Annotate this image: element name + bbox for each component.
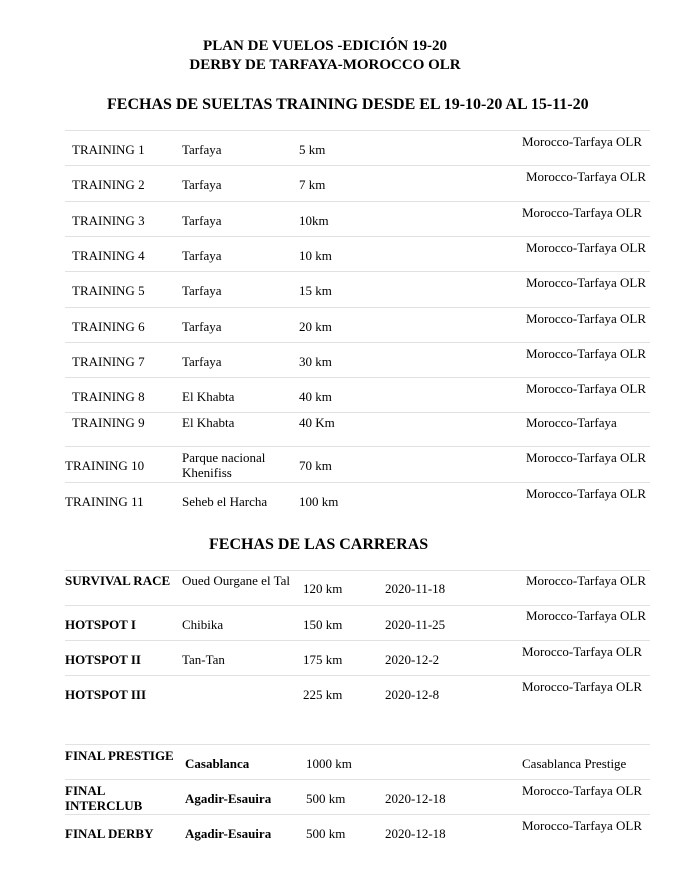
training-row-name-cell: TRAINING 5: [72, 283, 145, 298]
training-row-distance-cell: 30 km: [299, 354, 332, 369]
final-row-org-cell: Casablanca Prestige: [522, 756, 627, 771]
training-row-org-cell: Morocco-Tarfaya OLR: [526, 346, 647, 361]
training-row-name-cell: TRAINING 4: [72, 248, 145, 263]
training-row-org-cell: Morocco-Tarfaya OLR: [522, 205, 643, 220]
race-row-place-cell: Tan-Tan: [182, 652, 225, 667]
final-row-date-cell: 2020-12-18: [385, 826, 446, 841]
training-row-place-cell: Tarfaya: [182, 142, 222, 157]
training-row-org-cell: Morocco-Tarfaya OLR: [526, 311, 647, 326]
race-row-place-cell: Chibika: [182, 617, 224, 632]
race-row-date-cell: 2020-11-18: [385, 581, 446, 596]
races-section-heading: FECHAS DE LAS CARRERAS: [209, 536, 429, 553]
training-row-name-cell: TRAINING 1: [72, 142, 145, 157]
race-row-name-cell: SURVIVAL RACE: [65, 573, 171, 588]
training-row-name-cell: TRAINING 10: [65, 458, 145, 473]
final-row-distance-cell: 500 km: [306, 826, 346, 841]
training-row-name-cell: TRAINING 6: [72, 319, 145, 334]
training-row-place-cell: Tarfaya: [182, 213, 222, 228]
race-row-place-cell: Oued Ourgane el Tal: [182, 573, 290, 588]
race-row-date-cell: 2020-12-8: [385, 687, 440, 702]
race-row-distance-cell: 120 km: [303, 581, 343, 596]
training-row-distance-cell: 5 km: [299, 142, 326, 157]
training-row-org-cell: Morocco-Tarfaya OLR: [526, 240, 647, 255]
training-row-org-cell: Morocco-Tarfaya: [526, 415, 617, 430]
training-row-name-cell: TRAINING 9: [72, 415, 145, 430]
training-row-distance-cell: 10km: [299, 213, 329, 228]
training-row-place-cell: Tarfaya: [182, 177, 222, 192]
training-row-place-cell: Parque nacional Khenifiss: [182, 450, 266, 480]
document-title-line-1: PLAN DE VUELOS -EDICIÓN 19-20: [203, 38, 447, 54]
training-row-distance-cell: 20 km: [299, 319, 332, 334]
race-row-org-cell: Morocco-Tarfaya OLR: [526, 608, 647, 623]
training-row-org-cell: Morocco-Tarfaya OLR: [526, 486, 647, 501]
training-row-distance-cell: 70 km: [299, 458, 332, 473]
document-title-line-2: DERBY DE TARFAYA-MOROCCO OLR: [189, 57, 461, 73]
final-row-distance-cell: 1000 km: [306, 756, 352, 771]
training-row-place-cell: Tarfaya: [182, 283, 222, 298]
training-row-distance-cell: 40 Km: [299, 415, 335, 430]
final-row-name-cell: FINAL INTERCLUB: [65, 783, 143, 813]
training-row-org-cell: Morocco-Tarfaya OLR: [526, 381, 647, 396]
training-row-distance-cell: 7 km: [299, 177, 326, 192]
final-row-distance-cell: 500 km: [306, 791, 346, 806]
training-section-heading: FECHAS DE SUELTAS TRAINING DESDE EL 19-10-20 AL 15-11-20: [107, 96, 589, 113]
race-row-name-cell: HOTSPOT III: [65, 687, 147, 702]
final-row-place-cell: Agadir-Esauira: [185, 826, 272, 841]
training-row-distance-cell: 10 km: [299, 248, 332, 263]
training-row-distance-cell: 40 km: [299, 389, 332, 404]
final-row-place-cell: Casablanca: [185, 756, 250, 771]
final-row-name-cell: FINAL PRESTIGE: [65, 748, 174, 763]
training-row-org-cell: Morocco-Tarfaya OLR: [526, 275, 647, 290]
training-row-name-cell: TRAINING 2: [72, 177, 145, 192]
training-row-distance-cell: 100 km: [299, 494, 339, 509]
race-row-date-cell: 2020-12-2: [385, 652, 440, 667]
final-row-org-cell: Morocco-Tarfaya OLR: [522, 818, 643, 833]
race-row-distance-cell: 175 km: [303, 652, 343, 667]
race-row-distance-cell: 225 km: [303, 687, 343, 702]
training-row-distance-cell: 15 km: [299, 283, 332, 298]
training-row-org-cell: Morocco-Tarfaya OLR: [526, 169, 647, 184]
training-row-name-cell: TRAINING 8: [72, 389, 145, 404]
race-row-distance-cell: 150 km: [303, 617, 343, 632]
training-row-place-cell: El Khabta: [182, 415, 235, 430]
training-row-org-cell: Morocco-Tarfaya OLR: [526, 450, 647, 465]
race-row-name-cell: HOTSPOT II: [65, 652, 141, 667]
training-row-place-cell: Seheb el Harcha: [182, 494, 268, 509]
race-row-name-cell: HOTSPOT I: [65, 617, 136, 632]
training-row-place-cell: Tarfaya: [182, 354, 222, 369]
final-row-place-cell: Agadir-Esauira: [185, 791, 272, 806]
race-row-org-cell: Morocco-Tarfaya OLR: [522, 679, 643, 694]
race-row-org-cell: Morocco-Tarfaya OLR: [522, 644, 643, 659]
training-row-place-cell: Tarfaya: [182, 248, 222, 263]
race-row-date-cell: 2020-11-25: [385, 617, 446, 632]
training-row-name-cell: TRAINING 3: [72, 213, 145, 228]
race-row-org-cell: Morocco-Tarfaya OLR: [526, 573, 647, 588]
training-row-name-cell: TRAINING 7: [72, 354, 145, 369]
training-row-place-cell: El Khabta: [182, 389, 235, 404]
final-row-name-cell: FINAL DERBY: [65, 826, 154, 841]
final-row-date-cell: 2020-12-18: [385, 791, 446, 806]
training-row-name-cell: TRAINING 11: [65, 494, 144, 509]
final-row-org-cell: Morocco-Tarfaya OLR: [522, 783, 643, 798]
training-row-org-cell: Morocco-Tarfaya OLR: [522, 134, 643, 149]
training-row-place-cell: Tarfaya: [182, 319, 222, 334]
